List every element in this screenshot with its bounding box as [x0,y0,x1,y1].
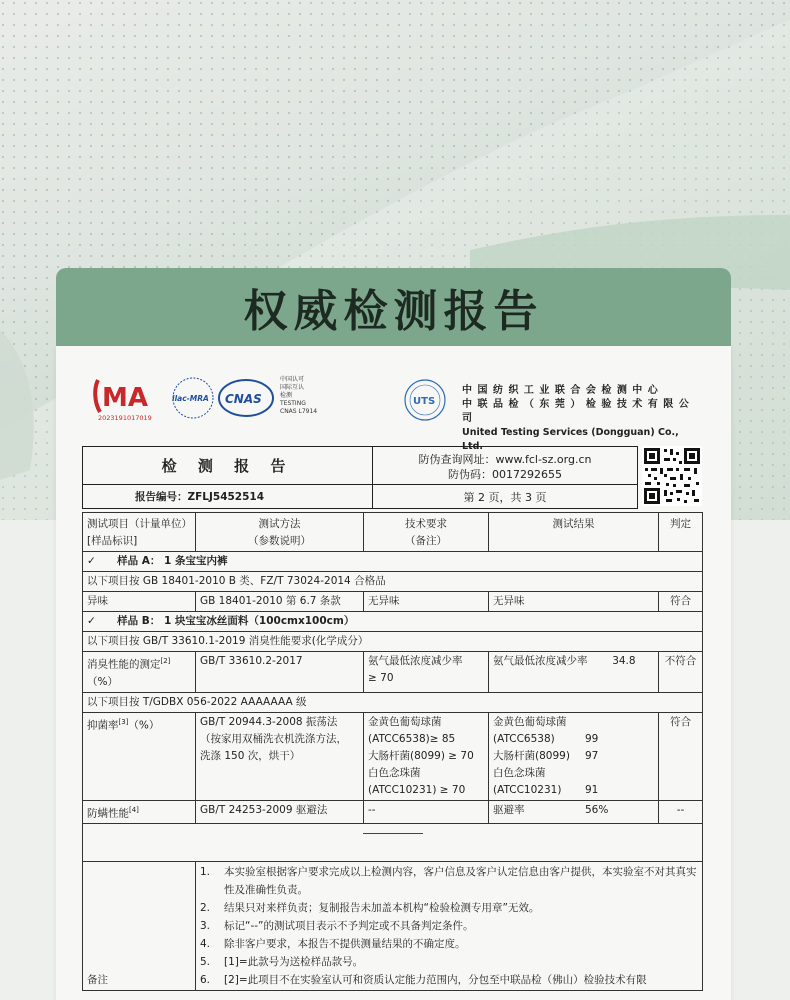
note-item: 5. [1]=此款号为送检样品款号。 [200,956,364,968]
note-item: 4. 除非客户要求，本报告不提供测量结果的不确定度。 [200,938,466,950]
org-line-3: United Testing Services (Dongguan) Co., Ltd. [462,427,679,452]
row-result: 无异味 [489,592,659,612]
deodor-result-value: 34.8 [612,655,636,667]
cnas-logo [216,376,276,420]
note-item: 1. 本实验室根据客户要求完成以上检测内容，客户信息及客户认定信息由客户提供，本实验室不对其真实性及准确性负责。 [200,866,697,896]
row-item [83,712,196,800]
row-judgement: 符合 [659,712,703,800]
row-method: GB/T 24253-2009 驱避法 [196,800,364,824]
antibac-result-line: 金黄色葡萄球菌 [493,715,567,728]
col-result: 测试结果 [489,513,659,552]
row-item [83,652,196,693]
antibac-result-line: 白色念珠菌 [493,766,546,779]
cnas-logo-text: CNAS [225,392,262,406]
mite-item: 防螨性能 [87,807,129,819]
organization-name [462,384,702,454]
row-method: GB/T 33610.2-2017 [196,652,364,693]
report-header-table [82,446,638,509]
note-item: 6. [2]=此项目不在实验室认可和资质认定能力范围内，分包至中联品检（佛山）检验技术有限 [200,974,647,986]
sample-b-standard-2: 以下项目按 T/GDBX 056-2022 AAAAAAA 级 [83,692,703,712]
table-header-row [83,513,703,552]
qr-code [642,446,702,506]
col-item [83,513,196,552]
row-method [196,712,364,800]
antibac-req-line: (ATCC6538)≥ 85 [368,732,456,745]
antibac-req-line: 白色念珠菌 [368,766,421,779]
row-item [83,800,196,824]
antibac-method-line: GB/T 20944.3-2008 振荡法 [200,715,338,728]
blank-row [83,824,703,862]
report-paper [56,346,731,1000]
deodor-result-label: 氨气最低浓度减少率 [493,655,588,667]
cma-logo [92,372,164,424]
report-title: 检 测 报 告 [83,447,373,485]
cma-logo-text: MA [102,383,148,413]
col-item-sub: [样品标识] [87,535,138,547]
table-row [83,652,703,693]
end-line [363,833,423,834]
deodor-item: 消臭性能的测定 [87,658,161,671]
mite-result-label: 驱避率 [493,803,525,816]
deodor-req-2: ≥ 70 [368,672,394,684]
cnas-caption-line: 中国认可 [280,376,305,383]
title-banner [56,268,731,346]
notes-row [83,862,703,991]
row-requirement: 无异味 [364,592,489,612]
row-requirement [364,652,489,693]
sample-b-row [83,612,703,632]
table-row [83,800,703,824]
row-requirement: -- [364,800,489,824]
deodor-unit: （%） [87,675,118,688]
table-row [83,592,703,612]
page-info: 第 2 页，共 3 页 [373,485,638,509]
cnas-caption-line: TESTING [280,400,306,407]
cnas-caption-line: 检测 [280,392,293,399]
antibac-method-line: 洗涤 150 次，烘干） [200,749,301,762]
cma-number: 2023191017019 [98,414,152,422]
antibac-result-line: 大肠杆菌(8099) 97 [493,749,599,762]
uts-logo-text: UTS [413,396,436,407]
banner-title: 权威检测报告 [243,286,544,337]
cnas-caption-line: 国际互认 [280,384,305,391]
notes-label: 备注 [83,862,196,991]
org-line-2: 中 联 品 检 （ 东 莞 ） 检 验 技 术 有 限 公 司 [462,399,690,424]
antibac-sup: [3] [118,717,129,726]
sample-b-standard-1: 以下项目按 GB/T 33610.1-2019 消臭性能要求(化学成分） [83,632,703,652]
antibac-req-line: 大肠杆菌(8099) ≥ 70 [368,749,474,762]
antibac-result-line: (ATCC6538) 99 [493,732,599,745]
sample-b-label: 样品 B： 1 块宝宝冰丝面料（100cmx100cm） [117,615,355,627]
col-method [196,513,364,552]
deodor-req-1: 氨气最低浓度减少率 [368,655,463,667]
antibac-item: 抑菌率 [87,719,119,731]
note-item: 2. 结果只对来样负责；复制报告未加盖本机构“检验检测专用章”无效。 [200,902,540,914]
antibac-req-line: 金黄色葡萄球菌 [368,715,442,728]
sample-a-row [83,552,703,572]
antibac-result-line: (ATCC10231) 91 [493,783,599,796]
sample-a-label: 样品 A： 1 条宝宝内裤 [117,555,228,567]
col-method-sub: （参数说明） [248,535,311,547]
org-line-1: 中 国 纺 织 工 业 联 合 会 检 测 中 心 [462,385,659,396]
standard-row [83,692,703,712]
row-judgement: -- [659,800,703,824]
row-method: GB 18401-2010 第 6.7 条款 [196,592,364,612]
note-item: 3. 标记“--”的测试项目表示不予判定或不具备判定条件。 [200,920,474,932]
col-requirement-sub: （备注） [405,535,447,547]
notes-cell [196,862,703,991]
row-judgement: 不符合 [659,652,703,693]
row-item: 异味 [83,592,196,612]
ilac-mra-logo [168,376,218,420]
cnas-caption-line: CNAS L7914 [280,408,318,415]
antibac-method-line: （按家用双桶洗衣机洗涤方法， [200,732,347,745]
row-result [489,652,659,693]
col-requirement-label: 技术要求 [405,518,447,530]
check-icon: ✓ [87,615,96,627]
anti-fake-cell [373,447,638,485]
logo-row [92,372,702,452]
deodor-sup: [2] [160,657,171,665]
report-number: 报告编号：ZFLJ5452514 [83,485,373,509]
anti-fake-site: 防伪查询网址：www.fcl-sz.org.cn [418,452,592,466]
col-requirement [364,513,489,552]
antibac-req-line: (ATCC10231) ≥ 70 [368,783,466,796]
mite-result-value: 56% [585,803,609,816]
anti-fake-code: 防伪码：0017292655 [448,467,562,481]
ilac-logo-text: ilac-MRA [172,394,209,403]
check-icon: ✓ [87,555,96,567]
row-requirement [364,712,489,800]
row-judgement: 符合 [659,592,703,612]
row-result [489,712,659,800]
col-judgement: 判定 [659,513,703,552]
standard-row [83,572,703,592]
standard-row [83,632,703,652]
antibac-unit: （%） [128,719,160,731]
uts-logo [402,376,448,424]
table-row [83,712,703,800]
mite-sup: [4] [129,805,139,814]
cnas-caption [280,376,340,416]
row-result [489,800,659,824]
sample-a-standard: 以下项目按 GB 18401-2010 B 类、FZ/T 73024-2014 合格品 [83,572,703,592]
col-method-label: 测试方法 [258,518,301,530]
col-item-label: 测试项目（计量单位） [87,518,192,530]
test-results-table [82,512,703,991]
